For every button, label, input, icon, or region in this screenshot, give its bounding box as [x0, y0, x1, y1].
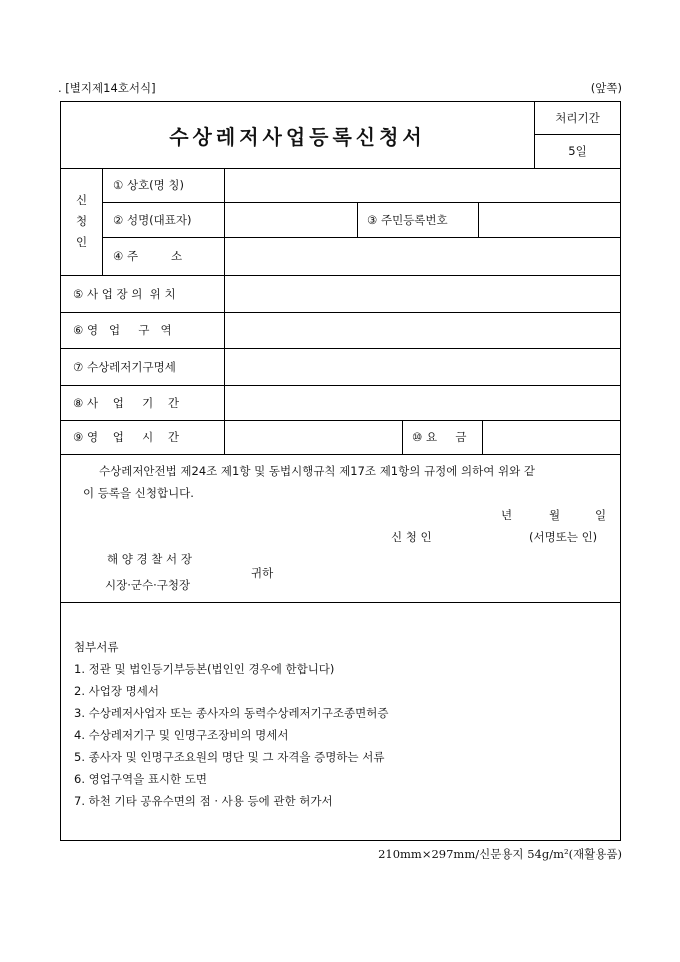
representative-name-label: ② 성명(대표자) — [113, 212, 192, 227]
signature-field[interactable]: (서명또는 인) — [529, 530, 598, 544]
applicant-group-label — [61, 168, 102, 275]
attachment-item: 4. 수상레저기구 및 인명구조장비의 명세서 — [74, 728, 289, 742]
business-period-label: ⑧ 사 업 기 간 — [73, 395, 179, 410]
company-name-field[interactable] — [225, 169, 621, 202]
business-hours-field[interactable] — [225, 421, 402, 454]
statement-line-1: 수상레저안전법 제24조 제1항 및 동법시행규칙 제17조 제1항의 규정에 의하여 위와 같 — [99, 464, 535, 478]
fee-field[interactable] — [483, 421, 621, 454]
recipient-municipal: 시장·군수·구청장 — [105, 578, 191, 592]
application-form — [60, 101, 621, 841]
attachment-item: 7. 하천 기타 공유수면의 점 · 사용 등에 관한 허가서 — [74, 794, 333, 808]
business-location-label: ⑤ 사 업 장 의 위 치 — [73, 286, 176, 301]
resident-number-field[interactable] — [479, 203, 621, 237]
recipient-coast-guard: 해 양 경 찰 서 장 — [107, 552, 192, 566]
equipment-spec-field[interactable] — [225, 349, 621, 385]
attachment-item: 5. 종사자 및 인명구조요원의 명단 및 그 자격을 증명하는 서류 — [74, 750, 385, 764]
processing-period-value: 5일 — [568, 144, 587, 158]
representative-name-field[interactable] — [225, 203, 357, 237]
business-location-field[interactable] — [225, 276, 621, 312]
form-title: 수상레저사업등록신청서 — [169, 124, 426, 149]
attachment-item: 2. 사업장 명세서 — [74, 684, 159, 698]
fee-label: ⑩ 요 금 — [412, 430, 467, 444]
address-label: ④ 주 소 — [113, 249, 183, 263]
business-period-field[interactable] — [225, 386, 621, 420]
equipment-spec-label: ⑦ 수상레저기구명세 — [73, 359, 176, 374]
attachment-item: 1. 정관 및 법인등기부등본(법인인 경우에 한합니다) — [74, 662, 335, 676]
applicant-sign-label: 신 청 인 — [391, 530, 432, 544]
resident-number-label: ③ 주민등록번호 — [367, 212, 448, 227]
applicant-label-char: 인 — [75, 235, 88, 249]
attachment-item: 6. 영업구역을 표시한 도면 — [74, 772, 208, 786]
date-month: 월 — [549, 508, 561, 522]
business-area-label: ⑥ 영 업 구 역 — [73, 323, 172, 337]
address-field[interactable] — [225, 238, 621, 275]
processing-period-label: 처리기간 — [555, 111, 600, 125]
applicant-label-char: 신 — [75, 193, 88, 207]
statement-line-2: 이 등록을 신청합니다. — [83, 486, 194, 500]
attachments-title: 첨부서류 — [74, 640, 119, 654]
attachment-item: 3. 수상레저사업자 또는 종사자의 동력수상레저기구조종면허증 — [74, 706, 389, 720]
date-day: 일 — [595, 508, 607, 522]
company-name-label: ① 상호(명 칭) — [113, 178, 185, 192]
form-number: . [별지제14호서식] — [58, 81, 156, 95]
honorific: 귀하 — [251, 566, 274, 580]
paper-spec-footer: 210mm×297mm/신문용지 54g/m²(재활용품) — [378, 847, 622, 861]
date-year: 년 — [501, 508, 513, 522]
page-side-label: (앞쪽) — [590, 81, 622, 95]
business-hours-label: ⑨ 영 업 시 간 — [73, 430, 179, 444]
applicant-label-char: 청 — [75, 214, 88, 228]
business-area-field[interactable] — [225, 313, 621, 348]
